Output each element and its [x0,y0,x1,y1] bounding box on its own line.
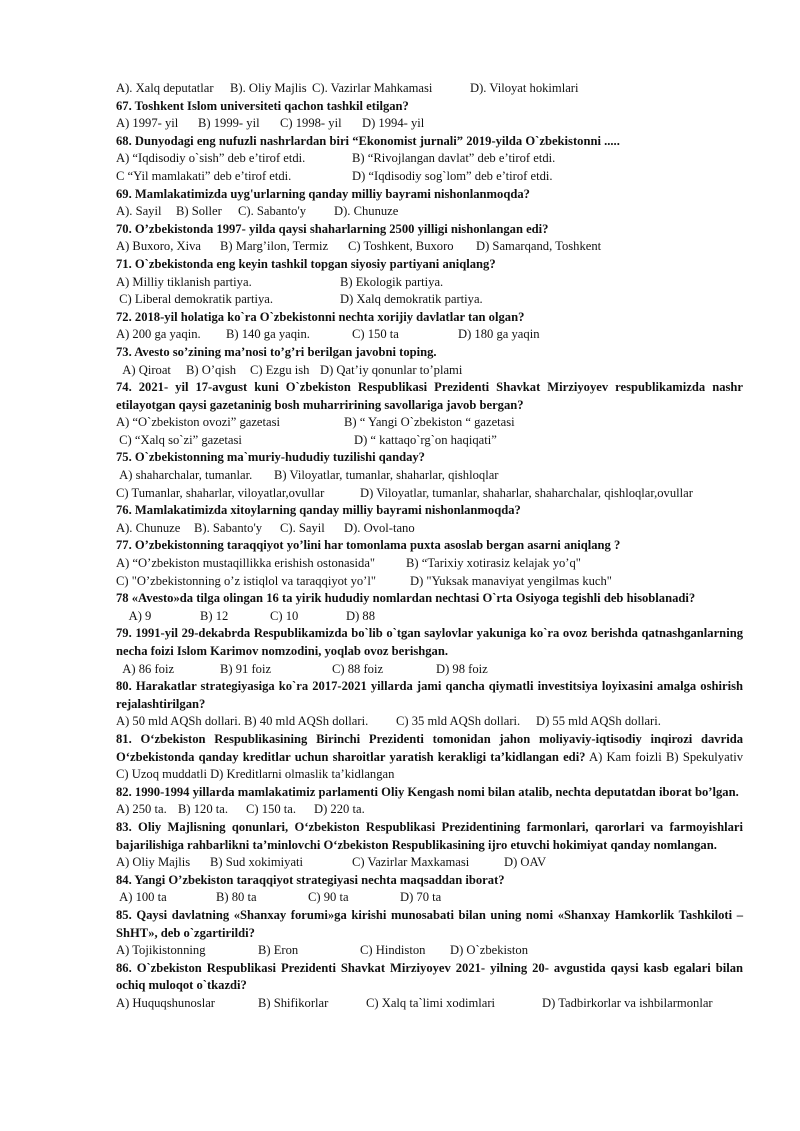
answer-options-row [116,432,743,450]
answer-option: B) Shifikorlar [258,995,329,1010]
question-text: 68. Dunyodagi eng nufuzli nashrlardan biri “Ekonomist jurnali” 2019-yilda O`zbekistonni ..... [116,133,620,148]
answer-option: B) 1999- yil [198,116,260,131]
question-text: 72. 2018-yil holatiga ko`ra O`zbekistonni nechta xorijiy davlatlar tan olgan? [116,309,525,324]
question-text: 77. O’zbekistonning taraqqiyot yo’lini har tomonlama puxta asoslab bergan asarni aniqlang ? [116,538,621,553]
answer-options-row [116,274,743,292]
answer-options-row [116,115,743,133]
answer-option: D) 180 ga yaqin [458,327,540,342]
answer-options-row [116,573,743,591]
answer-options-row [116,995,743,1013]
answer-option: D) Xalq demokratik partiya. [340,292,483,307]
answer-option: D) 220 ta. [314,802,365,817]
answer-option: B) Ekologik partiya. [340,274,444,289]
answer-option: C). Sabanto'y [238,204,307,219]
answer-option: D) 98 foiz [436,661,488,676]
answer-option: C) Ezgu ish [250,362,310,377]
answer-option: A) 100 ta [116,890,167,905]
question-text: 81. O‘zbekiston Respublikasining Birinchi Prezidenti tomonidan jahon moliyaviy-iqtisodiy inqirozi davrida O‘zbekistonda qanday kreditlar uchun sharoitlar yaratish kerakligi ta’kidlangan edi? [116,731,743,764]
quiz-content [116,80,743,1012]
question-with-inline-answers [116,731,743,784]
question-text: 67. Toshkent Islom universiteti qachon tashkil etilgan? [116,98,409,113]
answer-option: B) 140 ga yaqin. [226,327,310,342]
question-text: 86. O`zbekiston Respublikasi Prezidenti Shavkat Mirziyoyev 2021- yilning 20- avgustida qaysi kasb egalari bilan ochiq muloqot o`tkazdi? [116,960,743,993]
answer-option: C) 10 [270,608,299,623]
answer-option: B) Sud xokimiyati [210,855,304,870]
question-text: 83. Oliy Majlisning qonunlari, O‘zbekiston Respublikasi Prezidentining farmonlari, qarorlari va farmoyishlari bajarilishiga rahbarlikni ta’minlovchi O‘zbekiston Respublikasining ijro etuvchi hokimiyat qanday nomlangan. [116,819,743,852]
question-text: 73. Avesto so’zining ma’nosi to’g’ri berilgan javobni toping. [116,344,437,359]
answer-options-row [116,467,743,485]
answer-option: B) O’qish [186,362,237,377]
answer-option: B) Soller [176,204,222,219]
answer-option: A) 1997- yil [116,116,179,131]
answer-option: B). Sabanto'y [194,520,263,535]
answer-option: C) Toshkent, Buxoro [348,239,454,254]
answer-option: C “Yil mamlakati” deb e’tirof etdi. [116,168,292,183]
answer-option: C) Xalq ta`limi xodimlari [366,995,496,1010]
answer-option: D). Chunuze [334,204,399,219]
answer-option: C) 1998- yil [280,116,342,131]
question-text: 79. 1991-yil 29-dekabrda Respublikamizda bo`lib o`tgan saylovlar yakuniga ko`ra ovoz berishda qatnashganlarning necha foizi Islom Karimov nomzodini, yoqlab ovoz berishgan. [116,626,743,658]
answer-option: A) 250 ta. [116,802,167,817]
answer-option: D) "Yuksak manaviyat yengilmas kuch" [410,573,612,588]
answer-option: A). Sayil [116,204,162,219]
answer-option: B) Eron [258,943,299,958]
question-text: 75. O`zbekistonning ma`muriy-hududiy tuzilishi qanday? [116,450,425,465]
answer-option: B) “ Yangi O`zbekiston “ gazetasi [344,415,515,430]
answer-options-row [116,520,743,538]
answer-option: D) 88 [346,608,376,623]
answer-options-row [116,661,743,679]
answer-options-row [116,326,743,344]
answer-option: D) Viloyatlar, tumanlar, shaharlar, shaharchalar, qishloqlar,ovullar [360,485,693,500]
answer-option: A) 50 mld AQSh dollari. B) 40 mld AQSh dollari. [116,714,369,729]
answer-options-row [116,485,743,503]
question-text: 80. Harakatlar strategiyasiga ko`ra 2017-2021 yillarda jami qancha qiymatli investitsiya loyixasini amalga oshirish rejalashtirilgan? [116,679,743,711]
answer-option: A) Oliy Majlis [116,855,191,870]
answer-option: C) "O’zbekistonning o’z istiqlol va taraqqiyot yo’l" [116,573,377,588]
answer-option: C) Hindiston [360,943,426,958]
answer-option: A) “Iqdisodiy o`sish” deb e’tirof etdi. [116,151,306,166]
answer-option: B) 91 foiz [220,661,272,676]
answer-options-row [116,555,743,573]
answer-option: A) Qiroat [116,362,171,377]
answer-option: C). Vazirlar Mahkamasi [312,81,433,95]
answer-option: A). Xalq deputatlar [116,81,214,95]
question-text: 82. 1990-1994 yillarda mamlakatimiz parlamenti Oliy Kengash nomi bilan atalib, nechta deputatdan iborat bo’lgan. [116,784,739,799]
answer-option: B) 80 ta [216,890,257,905]
question-text: 78 «Avesto»da tilga olingan 16 ta yirik hududiy nomlardan nechtasi O`rta Osiyoga tegishli deb hisoblanadi? [116,591,696,606]
answer-option: D) “ kattaqo`rg`on haqiqati” [354,432,497,447]
answer-option: C) 90 ta [308,890,349,905]
answer-option: C). Sayil [280,520,325,535]
answer-options-row [116,801,743,819]
answer-option: A) “O`zbekiston ovozi” gazetasi [116,415,281,430]
answer-options-inline: A) Kam foizli B) Spekulyativ C) Uzoq muddatli D) Kreditlarni olmaslik ta’kidlangan [116,749,743,782]
answer-option: C) 150 ta [352,327,399,342]
answer-option: A) Milliy tiklanish partiya. [116,274,252,289]
answer-option: C) “Xalq so`zi” gazetasi [116,432,242,447]
answer-option: D) Qat’iy qonunlar to’plami [320,362,463,377]
answer-option: B) “Rivojlangan davlat” deb e’tirof etdi. [352,151,556,166]
question-text: 84. Yangi O’zbekiston taraqqiyot strategiyasi nechta maqsaddan iborat? [116,872,505,887]
answer-options-row [116,203,743,221]
answer-option: A) Buxoro, Xiva [116,239,201,254]
answer-option: D) 55 mld AQSh dollari. [536,714,661,729]
answer-option: D) 70 ta [400,890,442,905]
answer-options-row [116,854,743,872]
answer-option: D) O`zbekiston [450,943,528,958]
answer-option: C) 150 ta. [246,802,297,817]
answer-options-row [116,713,743,731]
answer-option: C) Tumanlar, shaharlar, viloyatlar,ovullar [116,485,325,500]
answer-option: D) “Iqdisodiy sog`lom” deb e’tirof etdi. [352,168,553,183]
answer-option: A) Tojikistonning [116,943,206,958]
answer-options-row [116,80,743,98]
answer-option: A). Chunuze [116,520,181,535]
answer-option: C) Vazirlar Maxkamasi [352,855,470,870]
answer-option: D) Tadbirkorlar va ishbilarmonlar [542,995,713,1010]
answer-option: A) shaharchalar, tumanlar. [116,468,253,483]
answer-option: D) OAV [504,855,547,870]
answer-option: C) 35 mld AQSh dollari. [396,714,521,729]
answer-options-row [116,889,743,907]
answer-options-row [116,362,743,380]
answer-option: D). Viloyat hokimlari [470,81,579,95]
answer-option: B) 120 ta. [178,802,229,817]
question-text: 85. Qaysi davlatning «Shanxay forumi»ga kirishi munosabati bilan uning nomi «Shanxay Hamkorlik Tashkiloti – ShHT», deb o`zgartirildi? [116,907,743,940]
answer-option: D) Samarqand, Toshkent [476,239,602,254]
question-text: 74. 2021- yil 17-avgust kuni O`zbekiston Respublikasi Prezidenti Shavkat Mirziyoyev respublikamizda nashr etilayotgan qaysi gazetaninig bosh muharririning savollariga javob bergan? [116,380,743,412]
answer-option: C) Liberal demokratik partiya. [116,292,274,307]
answer-option: A) 200 ga yaqin. [116,327,201,342]
question-text: 69. Mamlakatimizda uyg'urlarning qanday milliy bayrami nishonlanmoqda? [116,186,530,201]
answer-options-row [116,608,743,626]
answer-option: D) 1994- yil [362,116,425,131]
answer-option: B) 12 [200,608,229,623]
answer-option: B) Marg’ilon, Termiz [220,239,329,254]
answer-option: C) 88 foiz [332,661,384,676]
answer-options-row [116,238,743,256]
answer-option: B). Oliy Majlis [230,81,307,95]
answer-option: B) “Tarixiy xotirasiz kelajak yo’q" [406,556,581,571]
answer-options-row [116,291,743,309]
answer-options-row [116,150,743,168]
answer-option: D). Ovol-tano [344,520,415,535]
question-text: 71. O`zbekistonda eng keyin tashkil topgan siyosiy partiyani aniqlang? [116,256,496,271]
answer-option: A) 9 [116,608,152,623]
answer-option: A) “O’zbekiston mustaqillikka erishish ostonasida" [116,556,376,571]
question-text: 76. Mamlakatimizda xitoylarning qanday milliy bayrami nishonlanmoqda? [116,503,521,518]
answer-option: B) Viloyatlar, tumanlar, shaharlar, qishloqlar [274,468,499,483]
answer-options-row [116,942,743,960]
answer-option: A) 86 foiz [116,661,175,676]
answer-option: A) Huquqshunoslar [116,995,215,1010]
answer-options-row [116,414,743,432]
question-text: 70. O’zbekistonda 1997- yilda qaysi shaharlarning 2500 yilligi nishonlangan edi? [116,221,549,236]
answer-options-row [116,168,743,186]
